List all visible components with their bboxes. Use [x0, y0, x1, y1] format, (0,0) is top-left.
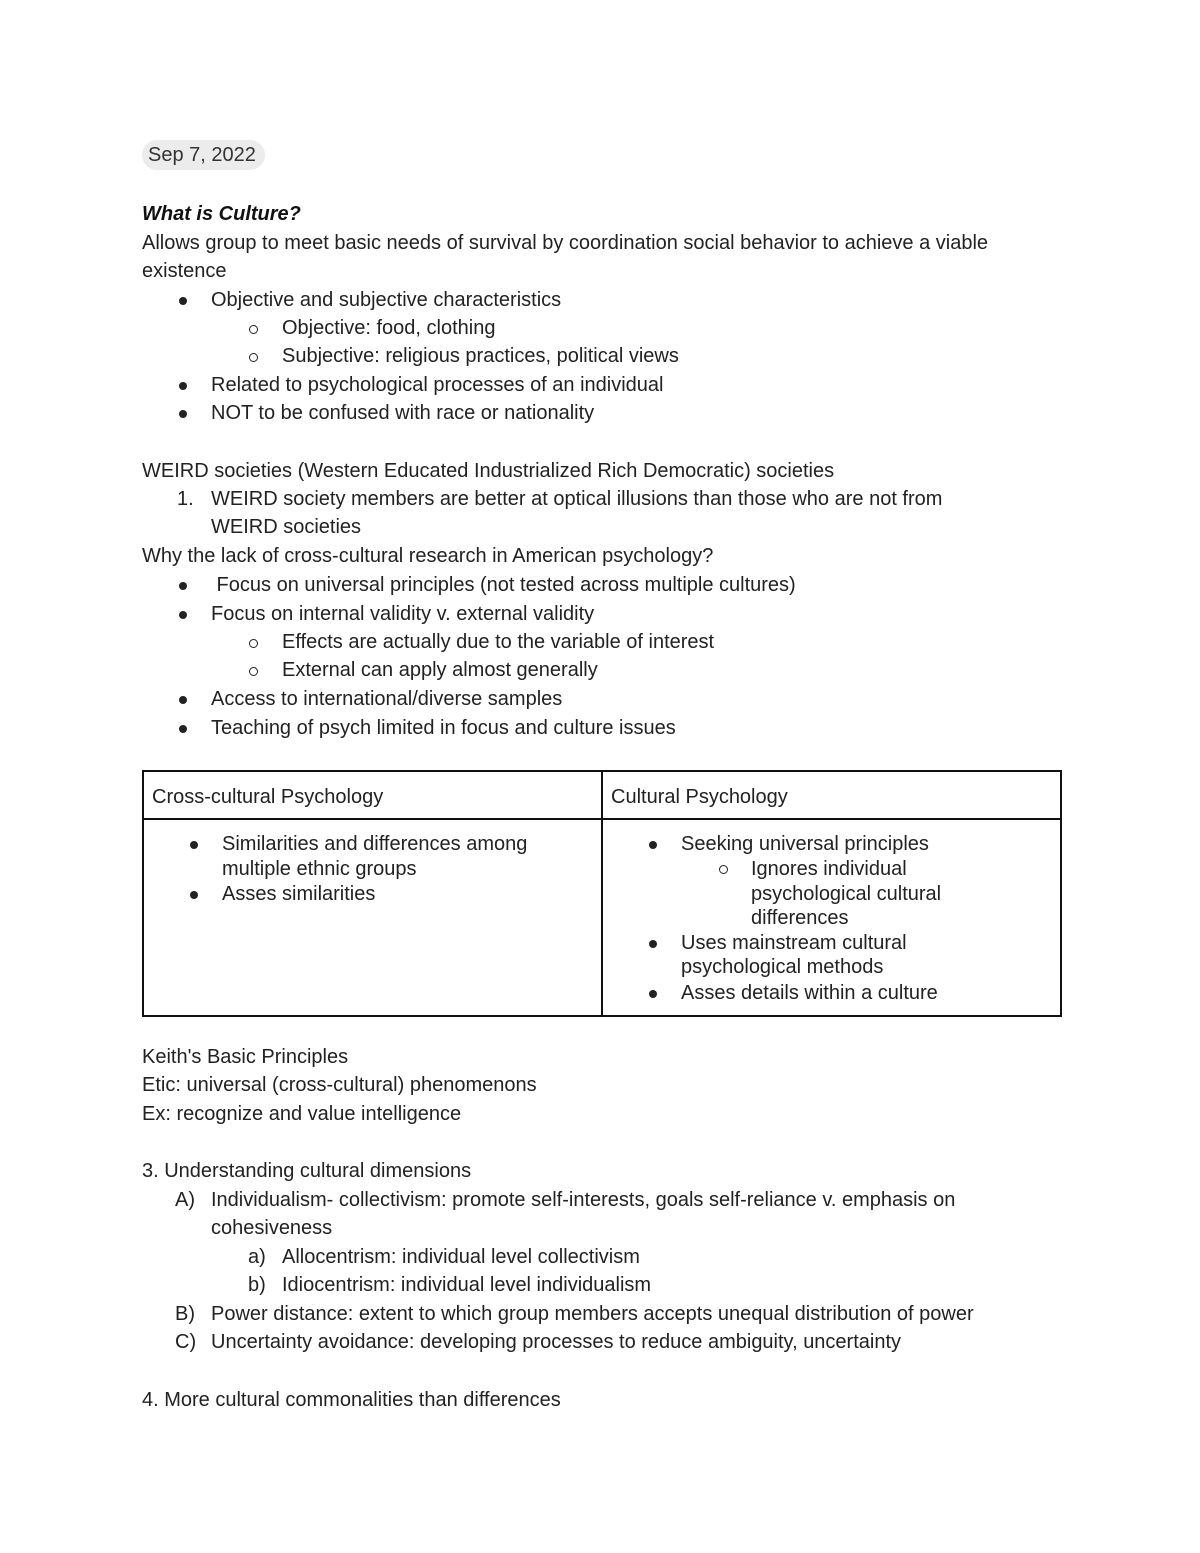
culture-intro-line-1: Allows group to meet basic needs of survival by coordination social behavior to achieve a viable	[142, 232, 989, 254]
bullet-icon	[190, 841, 198, 849]
circle-bullet-icon	[249, 325, 258, 334]
bullet-icon	[179, 725, 187, 733]
table-row	[143, 819, 1061, 1016]
culture-bullet: NOT to be confused with race or nationality	[211, 402, 595, 424]
circle-bullet-icon	[719, 865, 728, 874]
culture-intro-line-2: existence	[142, 260, 227, 282]
keith-title: Keith's Basic Principles	[142, 1046, 349, 1068]
table-cell	[143, 819, 602, 1016]
weird-item-line-1: WEIRD society members are better at optical illusions than those who are not from	[211, 488, 943, 510]
col2-line: Seeking universal principles	[681, 833, 929, 855]
bullet-icon	[649, 940, 657, 948]
culture-sub-bullet: Objective: food, clothing	[282, 317, 496, 339]
dimension-a: Allocentrism: individual level collectivism	[282, 1246, 640, 1268]
weird-bullet: Teaching of psych limited in focus and culture issues	[211, 717, 676, 739]
circle-bullet-icon	[249, 639, 258, 648]
col1-line: Similarities and differences among	[222, 833, 528, 855]
weird-sub-bullet: External can apply almost generally	[282, 659, 598, 681]
table-header-cell	[143, 771, 602, 819]
weird-bullet: Focus on universal principles (not tested across multiple cultures)	[211, 574, 796, 596]
dimension-b: Idiocentrism: individual level individualism	[282, 1274, 652, 1296]
bullet-icon	[179, 297, 187, 305]
date-chip[interactable]: Sep 7, 2022	[142, 140, 265, 170]
list-letter: a)	[248, 1246, 266, 1268]
col1-header: Cross-cultural Psychology	[152, 786, 384, 808]
circle-bullet-icon	[249, 667, 258, 676]
list-letter: b)	[248, 1274, 266, 1296]
bullet-icon	[179, 382, 187, 390]
dimension-A-line-2: cohesiveness	[211, 1217, 333, 1239]
bullet-icon	[179, 410, 187, 418]
keith-etic: Etic: universal (cross-cultural) phenomenons	[142, 1074, 537, 1096]
bullet-icon	[649, 990, 657, 998]
list-letter: C)	[175, 1331, 197, 1353]
list-letter: A)	[175, 1189, 195, 1211]
bullet-icon	[179, 696, 187, 704]
table-header-row	[143, 771, 1061, 819]
col2-line: psychological methods	[681, 956, 884, 978]
col1-line: multiple ethnic groups	[222, 858, 417, 880]
weird-bullet: Access to international/diverse samples	[211, 688, 563, 710]
dimension-C: Uncertainty avoidance: developing processes to reduce ambiguity, uncertainty	[211, 1331, 902, 1353]
col2-line: differences	[751, 907, 849, 929]
bullet-icon	[179, 611, 187, 619]
bullet-icon	[179, 582, 187, 590]
col1-line: Asses similarities	[222, 883, 376, 905]
weird-item-line-2: WEIRD societies	[211, 516, 362, 538]
culture-sub-bullet: Subjective: religious practices, political views	[282, 345, 679, 367]
col2-line: psychological cultural	[751, 883, 942, 905]
table-header-cell	[602, 771, 1061, 819]
circle-bullet-icon	[249, 353, 258, 362]
dimensions-title: 3. Understanding cultural dimensions	[142, 1160, 472, 1182]
col2-line: Uses mainstream cultural	[681, 932, 907, 954]
commonalities-line: 4. More cultural commonalities than differences	[142, 1389, 561, 1411]
bullet-icon	[190, 891, 198, 899]
culture-bullet: Related to psychological processes of an individual	[211, 374, 664, 396]
weird-title: WEIRD societies (Western Educated Industrialized Rich Democratic) societies	[142, 460, 835, 482]
table-cell	[602, 819, 1061, 1016]
bullet-icon	[649, 841, 657, 849]
dimension-B: Power distance: extent to which group members accepts unequal distribution of power	[211, 1303, 974, 1325]
col2-header: Cultural Psychology	[611, 786, 788, 808]
comparison-table	[142, 770, 1062, 1017]
col2-line: Ignores individual	[751, 858, 907, 880]
weird-bullet: Focus on internal validity v. external validity	[211, 603, 595, 625]
col2-line: Asses details within a culture	[681, 982, 938, 1004]
list-number: 1.	[177, 488, 194, 510]
dimension-A-line-1: Individualism- collectivism: promote self-interests, goals self-reliance v. emphasis on	[211, 1189, 956, 1211]
weird-question: Why the lack of cross-cultural research in American psychology?	[142, 545, 714, 567]
culture-heading: What is Culture?	[142, 203, 301, 225]
weird-sub-bullet: Effects are actually due to the variable of interest	[282, 631, 715, 653]
list-letter: B)	[175, 1303, 195, 1325]
keith-example: Ex: recognize and value intelligence	[142, 1103, 462, 1125]
culture-bullet: Objective and subjective characteristics	[211, 289, 562, 311]
